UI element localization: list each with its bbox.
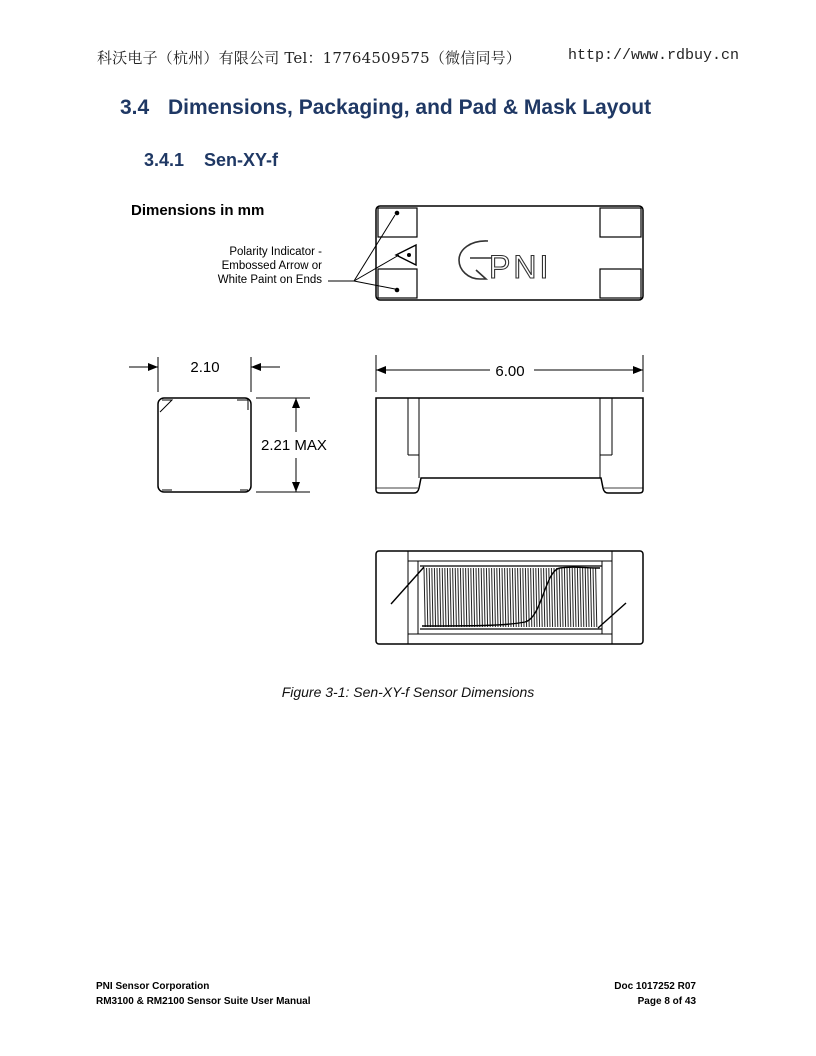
coil-winding-line [544, 568, 545, 627]
coil-winding-line [440, 568, 441, 627]
coil-winding-line [536, 568, 537, 627]
coil-winding-line [484, 568, 485, 627]
coil-winding-line [497, 568, 498, 627]
coil-winding-line [525, 568, 526, 627]
coil-winding-line [512, 568, 513, 627]
sensor-coil-view [376, 551, 643, 644]
coil-winding-line [432, 568, 433, 627]
footer-doc-number: Doc 1017252 R07 [614, 981, 696, 992]
coil-winding-line [533, 568, 534, 627]
coil-winding-line [590, 568, 591, 627]
polarity-note [218, 246, 322, 286]
coil-winding-line [437, 568, 438, 627]
footer-company: PNI Sensor Corporation [96, 981, 210, 992]
coil-winding-line [546, 568, 547, 627]
coil-winding-line [559, 568, 560, 627]
length-dimension: 6.00 [495, 363, 525, 380]
dimensions-title: Dimensions in mm [131, 202, 265, 219]
coil-winding-line [471, 568, 472, 627]
coil-winding-line [557, 568, 558, 627]
sensor-end-view [129, 357, 310, 492]
polarity-note-line2: Embossed Arrow or [221, 260, 322, 272]
coil-winding-line [528, 568, 529, 627]
coil-winding-line [479, 568, 480, 627]
coil-winding-line [466, 568, 467, 627]
coil-winding-line [442, 568, 443, 627]
coil-winding-line [585, 568, 586, 627]
coil-winding-line [518, 568, 519, 627]
coil-winding-line [564, 568, 565, 627]
coil-winding-line [570, 568, 571, 627]
coil-winding-line [455, 568, 456, 627]
coil-winding-line [427, 568, 428, 627]
subsection-number: 3.4.1 [144, 150, 185, 170]
coil-winding-line [575, 568, 576, 627]
coil-winding-line [554, 568, 555, 627]
coil-winding-line [481, 568, 482, 627]
coil-winding-line [468, 568, 469, 627]
footer-manual-title: RM3100 & RM2100 Sensor Suite User Manual [96, 996, 311, 1007]
coil-winding-line [486, 568, 487, 627]
coil-winding-line [580, 568, 581, 627]
logo-text: PNI [489, 249, 552, 285]
coil-winding-line [445, 568, 446, 627]
pni-logo-icon [459, 241, 492, 279]
coil-windings [424, 568, 597, 627]
coil-winding-line [510, 568, 511, 627]
header-url[interactable]: http://www.rdbuy.cn [568, 47, 740, 64]
section-title: Dimensions, Packaging, and Pad & Mask Layout [168, 96, 652, 119]
coil-winding-line [473, 568, 474, 627]
coil-winding-line [492, 568, 493, 627]
coil-winding-line [453, 568, 454, 627]
coil-winding-line [523, 568, 524, 627]
coil-winding-line [505, 568, 506, 627]
coil-winding-line [458, 568, 459, 627]
coil-winding-line [596, 568, 597, 627]
coil-winding-line [577, 568, 578, 627]
coil-winding-line [507, 568, 508, 627]
coil-winding-line [562, 568, 563, 627]
coil-winding-line [567, 568, 568, 627]
coil-winding-line [572, 568, 573, 627]
polarity-note-line1: Polarity Indicator - [229, 246, 322, 258]
coil-winding-line [502, 568, 503, 627]
coil-winding-line [434, 568, 435, 627]
coil-winding-line [588, 568, 589, 627]
height-dimension: 2.21 MAX [261, 437, 327, 454]
coil-winding-line [489, 568, 490, 627]
coil-winding-line [447, 568, 448, 627]
coil-winding-line [463, 568, 464, 627]
coil-winding-line [551, 568, 552, 627]
coil-winding-line [515, 568, 516, 627]
polarity-note-line3: White Paint on Ends [217, 274, 322, 286]
coil-winding-line [429, 568, 430, 627]
figure-caption: Figure 3-1: Sen-XY-f Sensor Dimensions [281, 684, 535, 700]
coil-winding-line [460, 568, 461, 627]
footer-page-number: Page 8 of 43 [637, 996, 696, 1007]
coil-winding-line [450, 568, 451, 627]
coil-winding-line [476, 568, 477, 627]
header-company: 科沃电子（杭州）有限公司 Tel：17764509575（微信同号） [97, 49, 522, 67]
sensor-top-view [328, 206, 643, 300]
subsection-title: Sen-XY-f [204, 150, 279, 170]
coil-winding-line [593, 568, 594, 627]
coil-winding-line [424, 568, 425, 627]
coil-winding-line [494, 568, 495, 627]
coil-winding-line [499, 568, 500, 627]
coil-winding-line [583, 568, 584, 627]
coil-winding-line [520, 568, 521, 627]
coil-winding-line [538, 568, 539, 627]
section-number: 3.4 [120, 96, 150, 119]
width-dimension: 2.10 [190, 359, 220, 376]
